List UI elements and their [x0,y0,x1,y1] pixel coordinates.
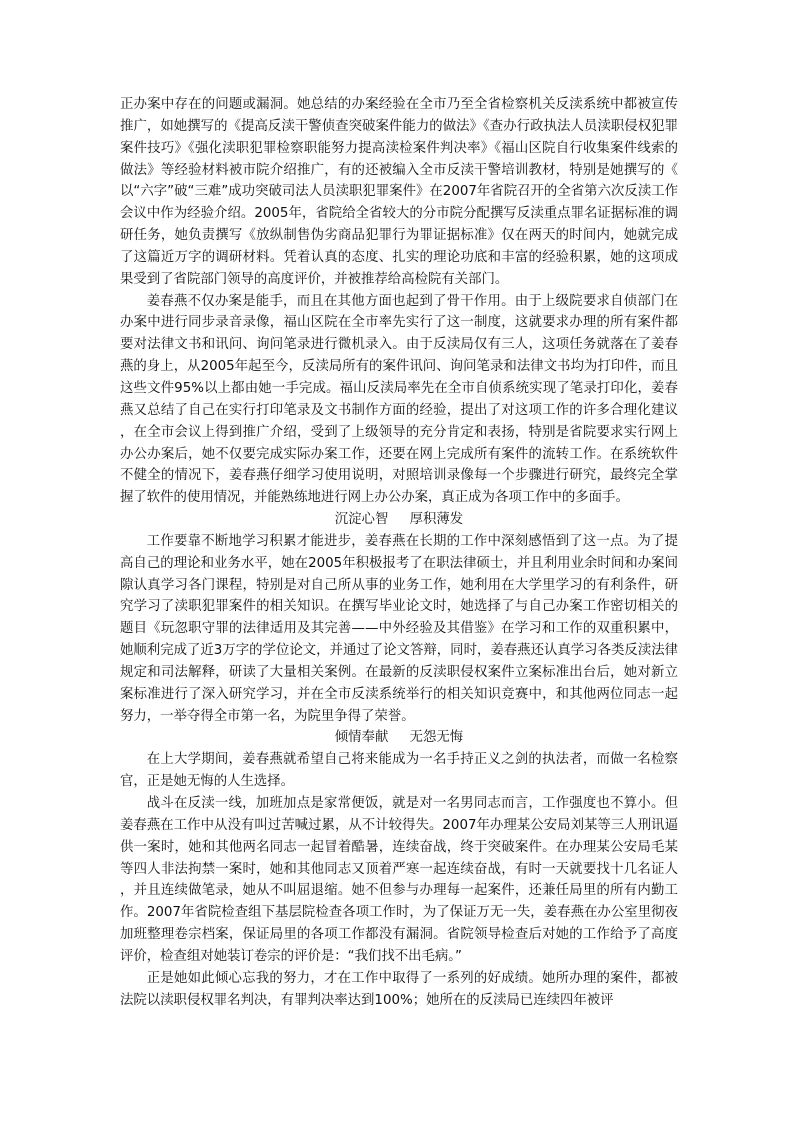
section-heading-1: 沉淀心智 厚积薄发 [334,512,464,528]
paragraph-5: 战斗在反渎一线，加班加点是家常便饭，就是对一名男同志而言，工作强度也不算小。但姜春燕在工作中从没有叫过苦喊过累，从不计较得失。2007年办理某公安局刘某等三人刑讯逼供一案时，她和其他两名同志一起冒着酷暑，连续奋战，终于突破案件。在办理某公安局毛某等四人非法拘禁一案时，她和其他同志又顶着严寒一起连续奋战，有时一天就要找十几名证人，并且连续做笔录，她从不叫屈退缩。她不但参与办理每一起案件，还兼任局里的所有内勤工作。2007年省院检查组下基层院检查各项工作时，为了保证万无一失，姜春燕在办公室里彻夜加班整理卷宗档案，保证局里的各项工作都没有漏洞。省院领导检查后对她的工作给予了高度评价，检查组对她装订卷宗的评价是：“我们找不出毛病。” [120,796,678,964]
paragraph-4: 在上大学期间，姜春燕就希望自己将来能成为一名手持正义之剑的执法者，而做一名检察官，正是她无悔的人生选择。 [120,752,678,790]
paragraph-6: 正是她如此倾心忘我的努力，才在工作中取得了一系列的好成绩。她所办理的案件，都被法院以渎职侵权罪名判决，有罪判决率达到100%；她所在的反渎局已连续四年被评 [120,970,678,1008]
section-heading-2: 倾情奉献 无怨无悔 [334,730,464,746]
paragraph-1: 正办案中存在的问题或漏洞。她总结的办案经验在全市乃至全省检察机关反渎系统中都被宣传推广，如她撰写的《提高反渎干警侦查突破案件能力的做法》《查办行政执法人员渎职侵权犯罪案件技巧》《强化渎职犯罪检察职能努力提高渎检案件判决率》《福山区院自行收集案件线索的做法》等经验材料被市院介绍推广，有的还被编入全市反渎干警培训教材，特别是她撰写的《以“六字”破“三难”成功突破司法人员渎职犯罪案件》在2007年省院召开的全省第六次反渎工作会议中作为经验介绍。2005年，省院给全省较大的分市院分配撰写反渎重点罪名证据标准的调研任务，她负责撰写《放纵制售伪劣商品犯罪行为罪证据标准》仅在两天的时间内，她就完成了这篇近万字的调研材料。凭着认真的态度、扎实的理论功底和丰富的经验积累，她的这项成果受到了省院部门领导的高度评价，并被推荐给高检院有关部门。 [120,97,678,287]
document-page [120,94,678,1011]
paragraph-3: 工作要靠不断地学习积累才能进步，姜春燕在长期的工作中深刻感悟到了这一点。为了提高自己的理论和业务水平，她在2005年积极报考了在职法律硕士，并且利用业余时间和办案间隙认真学习各门课程，特别是对自己所从事的业务工作，她利用在大学里学习的有利条件，研究学习了渎职犯罪案件的相关知识。在撰写毕业论文时，她选择了与自己办案工作密切相关的题目《玩忽职守罪的法律适用及其完善——中外经验及其借鉴》在学习和工作的双重积累中，她顺利完成了近3万字的学位论文，并通过了论文答辩，同时，姜春燕还认真学习各类反渎法律规定和司法解释，研读了大量相关案例。在最新的反渎职侵权案件立案标准出台后，她对新立案标准进行了深入研究学习，并在全市反渎系统举行的相关知识竞赛中，和其他两位同志一起努力，一举夺得全市第一名，为院里争得了荣誉。 [120,533,678,724]
paragraph-2: 姜春燕不仅办案是能手，而且在其他方面也起到了骨干作用。由于上级院要求自侦部门在办案中进行同步录音录像，福山区院在全市率先实行了这一制度，这就要求办理的所有案件都要对法律文书和讯问、询问笔录进行微机录入。由于反渎局仅有三人，这项任务就落在了姜春燕的身上，从2005年起至今，反渎局所有的案件讯问、询问笔录和法律文书均为打印件，而且这些文件95%以上都由她一手完成。福山反渎局率先在全市自侦系统实现了笔录打印化，姜春燕又总结了自己在实行打印笔录及文书制作方面的经验，提出了对这项工作的许多合理化建议，在全市会议上得到推广介绍，受到了上级领导的充分肯定和表扬，特别是省院要求实行网上办公办案后，她不仅要完成实际办案工作，还要在网上完成所有案件的流转工作。在系统软件不健全的情况下，姜春燕仔细学习使用说明，对照培训录像每一个步骤进行研究，最终完全掌握了软件的使用情况，并能熟练地进行网上办公办案，真正成为各项工作中的多面手。 [120,293,678,506]
